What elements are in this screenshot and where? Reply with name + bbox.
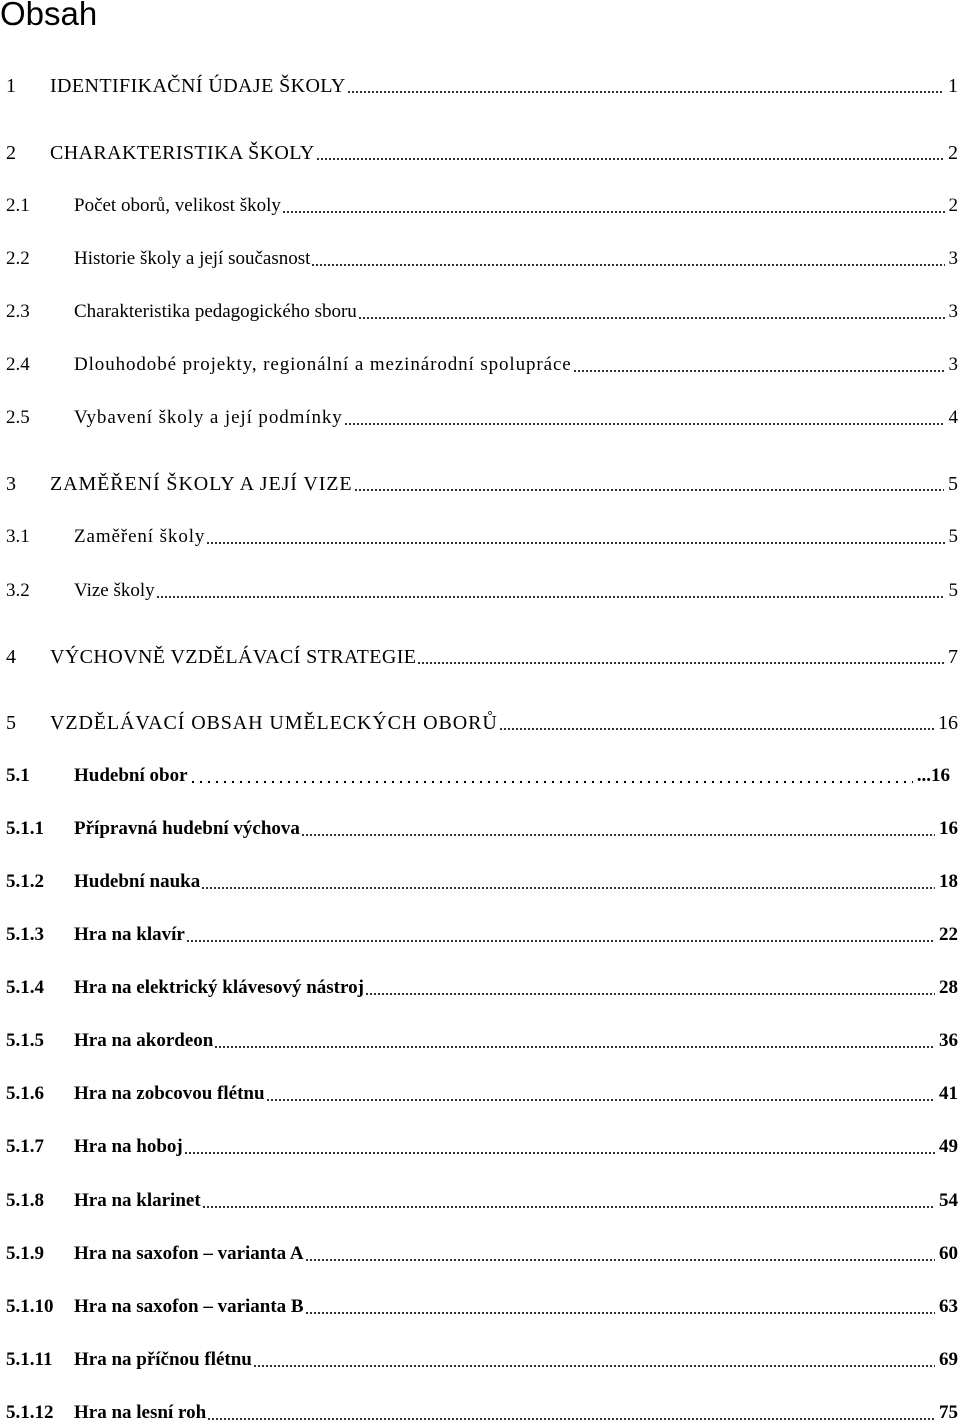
toc-entry[interactable] (6, 192, 958, 218)
toc-entry-page: 69 (939, 1349, 958, 1370)
dot-leader (156, 596, 945, 598)
dot-leader (184, 1152, 935, 1154)
toc-entry-page: 28 (939, 977, 958, 998)
toc-entry-page: 41 (939, 1083, 958, 1104)
toc-entry-number: 5 (6, 712, 16, 734)
toc-entry-page: 5 (948, 473, 958, 495)
toc-entry-number: 2 (6, 142, 16, 164)
toc-entry-number: 5.1.2 (6, 871, 44, 892)
toc-entry[interactable] (6, 709, 958, 735)
toc-entry-title: IDENTIFIKAČNÍ ÚDAJE ŠKOLY (50, 75, 346, 97)
dot-leader (354, 489, 944, 491)
dot-leader (417, 662, 944, 664)
toc-entry[interactable] (6, 523, 958, 549)
toc-entry-page: 4 (948, 407, 958, 428)
toc-entry-page: 1 (948, 75, 958, 97)
toc-entry-page: 18 (939, 871, 958, 892)
toc-entry-number: 5.1.12 (6, 1402, 54, 1423)
dot-leader (189, 781, 913, 783)
toc-entry-title: Hra na příčnou flétnu (74, 1349, 252, 1370)
toc-entry-page: 5 (948, 580, 958, 601)
toc-entry-number: 5.1.7 (6, 1136, 44, 1157)
toc-entry[interactable] (6, 643, 958, 669)
toc-entry-number: 2.2 (6, 248, 30, 269)
toc-entry-title: Přípravná hudební výchova (74, 818, 300, 839)
toc-entry-number: 2.3 (6, 301, 30, 322)
toc-entry[interactable] (6, 1399, 958, 1425)
toc-entry-page: 3 (948, 301, 958, 322)
toc-entry-number: 2.4 (6, 354, 30, 375)
toc-entry-title: Zaměření školy (74, 526, 206, 547)
toc-entry-number: 5.1.9 (6, 1243, 44, 1264)
dot-leader (202, 1206, 935, 1208)
toc-entry-title: Hra na klarinet (74, 1190, 201, 1211)
toc-entry-title: Hra na saxofon – varianta B (74, 1296, 304, 1317)
toc-entry-title: Hra na lesní roh (74, 1402, 207, 1423)
toc-entry-number: 3.1 (6, 526, 30, 547)
toc-entry[interactable] (6, 1187, 958, 1213)
toc-entry-number: 5.1.4 (6, 977, 44, 998)
dot-leader (347, 91, 944, 93)
toc-entry-title: VÝCHOVNĚ VZDĚLÁVACÍ STRATEGIE (50, 646, 417, 668)
dot-leader (316, 158, 944, 160)
dot-leader (573, 370, 945, 372)
toc-entry-page: 36 (939, 1030, 958, 1051)
toc-entry[interactable] (6, 351, 958, 377)
dot-leader (266, 1099, 935, 1101)
dot-leader (305, 1312, 935, 1314)
dot-leader (344, 423, 945, 425)
dot-leader (301, 834, 935, 836)
toc-entry-number: 5.1.5 (6, 1030, 44, 1051)
toc-entry-title: ZAMĚŘENÍ ŠKOLY A JEJÍ VIZE (50, 473, 353, 495)
toc-entry-number: 4 (6, 646, 16, 668)
toc-entry-title: VZDĚLÁVACÍ OBSAH UMĚLECKÝCH OBORŮ (50, 712, 498, 734)
dot-leader (311, 264, 944, 266)
toc-entry-title: Vize školy (74, 580, 155, 601)
toc-entry-number: 5.1.11 (6, 1349, 53, 1370)
toc-entry-number: 5.1.10 (6, 1296, 54, 1317)
toc-entry-page: 2 (948, 142, 958, 164)
toc-entry-page: 16 (938, 712, 958, 734)
dot-leader (206, 542, 944, 544)
toc-entry-number: 3 (6, 473, 16, 495)
toc-entry[interactable] (6, 298, 958, 324)
toc-entry-page: 3 (948, 354, 958, 375)
toc-entry[interactable] (6, 868, 958, 894)
toc-entry-title: Dlouhodobé projekty, regionální a mezinárodní spolupráce (74, 354, 572, 375)
toc-entry[interactable] (6, 72, 958, 98)
toc-entry-page: 22 (939, 924, 958, 945)
toc-entry-page: ...16 (916, 765, 950, 786)
toc-entry[interactable] (6, 1346, 958, 1372)
dot-leader (305, 1259, 935, 1261)
toc-entry-title: Hudební obor (74, 765, 188, 786)
toc-entry[interactable] (6, 470, 958, 496)
toc-heading: Obsah (0, 0, 98, 32)
toc-entry-title: Hra na elektrický klávesový nástroj (74, 977, 364, 998)
toc-entry-title: Hra na akordeon (74, 1030, 214, 1051)
toc-entry-title: Hudební nauka (74, 871, 201, 892)
toc-entry[interactable] (6, 921, 958, 947)
toc-entry-page: 16 (939, 818, 958, 839)
toc-entry-number: 5.1.1 (6, 818, 44, 839)
toc-entry-page: 54 (939, 1190, 958, 1211)
dot-leader (201, 887, 935, 889)
dot-leader (358, 317, 945, 319)
toc-entry-page: 75 (939, 1402, 958, 1423)
dot-leader (207, 1418, 935, 1420)
toc-entry[interactable] (6, 815, 958, 841)
toc-entry[interactable] (6, 577, 958, 603)
dot-leader (253, 1365, 935, 1367)
toc-entry-title: Hra na klavír (74, 924, 185, 945)
toc-entry-title: Hra na hoboj (74, 1136, 183, 1157)
toc-entry-number: 5.1.3 (6, 924, 44, 945)
toc-entry-number: 5.1 (6, 765, 30, 786)
dot-leader (365, 993, 935, 995)
toc-entry-page: 60 (939, 1243, 958, 1264)
toc-entry[interactable] (6, 1240, 958, 1266)
toc-entry[interactable] (6, 1133, 958, 1159)
toc-entry-title: Hra na zobcovou flétnu (74, 1083, 265, 1104)
toc-entry-page: 63 (939, 1296, 958, 1317)
toc-entry-title: Historie školy a její současnost (74, 248, 311, 269)
toc-entry-number: 2.5 (6, 407, 30, 428)
toc-entry-page: 7 (948, 646, 958, 668)
toc-entry-number: 5.1.8 (6, 1190, 44, 1211)
dot-leader (186, 940, 935, 942)
dot-leader (214, 1046, 935, 1048)
dot-leader (282, 211, 945, 213)
toc-entry[interactable] (6, 1293, 958, 1319)
toc-entry[interactable] (6, 245, 958, 271)
toc-entry[interactable] (6, 404, 958, 430)
table-of-contents (6, 0, 958, 1422)
toc-entry-number: 1 (6, 75, 16, 97)
toc-entry-number: 3.2 (6, 580, 30, 601)
toc-entry-title: CHARAKTERISTIKA ŠKOLY (50, 142, 315, 164)
dot-leader (499, 728, 934, 730)
toc-entry-title: Vybavení školy a její podmínky (74, 407, 343, 428)
toc-entry[interactable] (6, 1080, 958, 1106)
toc-entry-page: 2 (948, 195, 958, 216)
toc-entry-page: 5 (948, 526, 958, 547)
toc-entry[interactable] (6, 974, 958, 1000)
toc-entry-number: 5.1.6 (6, 1083, 44, 1104)
toc-entry-number: 2.1 (6, 195, 30, 216)
toc-entry-title: Počet oborů, velikost školy (74, 195, 281, 216)
toc-entry-title: Charakteristika pedagogického sboru (74, 301, 357, 322)
toc-entry-title: Hra na saxofon – varianta A (74, 1243, 304, 1264)
toc-entry[interactable] (6, 1027, 958, 1053)
toc-entry[interactable] (6, 762, 950, 788)
toc-entry[interactable] (6, 139, 958, 165)
toc-entry-page: 49 (939, 1136, 958, 1157)
toc-entry-page: 3 (948, 248, 958, 269)
